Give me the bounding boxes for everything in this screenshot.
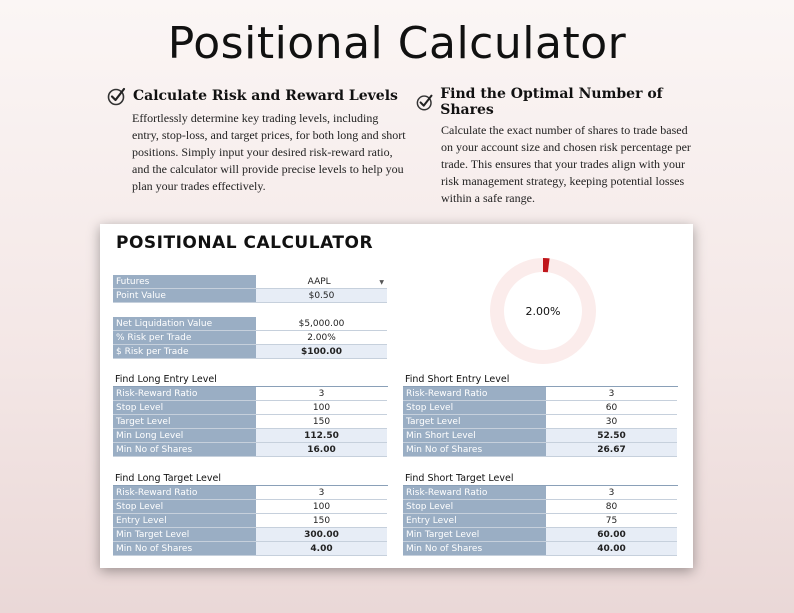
row-value[interactable]: 3 [546, 387, 677, 401]
row-label: Risk-Reward Ratio [113, 486, 256, 500]
table-row [113, 345, 387, 359]
long-entry-table [113, 387, 387, 457]
row-value: 300.00 [256, 528, 387, 542]
row-value[interactable]: 3 [546, 486, 677, 500]
spreadsheet-card [100, 224, 693, 568]
table-row [113, 486, 387, 500]
risk-percent-cell[interactable]: 2.00% [256, 331, 387, 345]
row-value[interactable]: 100 [256, 401, 387, 415]
dropdown-arrow-icon[interactable]: ▼ [379, 278, 384, 286]
row-label: Stop Level [113, 500, 256, 514]
row-value[interactable]: 100 [256, 500, 387, 514]
row-value[interactable]: 3 [256, 387, 387, 401]
row-value: 40.00 [546, 542, 677, 556]
section-title: Find Long Entry Level [115, 374, 217, 385]
row-label: Target Level [403, 415, 546, 429]
row-label: Entry Level [113, 514, 256, 528]
row-label: Min No of Shares [403, 542, 546, 556]
row-label: Min Target Level [113, 528, 256, 542]
table-row [403, 443, 677, 457]
table-row [113, 528, 387, 542]
row-label: Min No of Shares [113, 542, 256, 556]
table-row [403, 401, 677, 415]
checkmark-circle-icon [416, 92, 434, 112]
table-row [403, 500, 677, 514]
row-label: Min No of Shares [403, 443, 546, 457]
short-entry-table [403, 387, 677, 457]
row-label: Risk-Reward Ratio [403, 387, 546, 401]
row-value[interactable]: 80 [546, 500, 677, 514]
table-row [113, 514, 387, 528]
row-label: Min Short Level [403, 429, 546, 443]
feature-title: Calculate Risk and Reward Levels [133, 88, 398, 104]
section-title: Find Short Target Level [405, 473, 514, 484]
table-row [403, 486, 677, 500]
table-row [113, 401, 387, 415]
row-value: 16.00 [256, 443, 387, 457]
row-value: 4.00 [256, 542, 387, 556]
table-row [113, 317, 387, 331]
table-row [403, 528, 677, 542]
table-row [113, 387, 387, 401]
table-row [113, 500, 387, 514]
feature-title: Find the Optimal Number of Shares [440, 86, 663, 118]
row-label: Stop Level [403, 500, 546, 514]
feature-description: Effortlessly determine key trading levels, including entry, stop-loss, and target prices, for both long and short positions. Simply input your desired risk-reward ratio, and the calculator will provide precise levels to help you plan your trades effectively. [132, 111, 406, 193]
table-row [403, 542, 677, 556]
row-label: Min Long Level [113, 429, 256, 443]
futures-label: Futures [113, 275, 256, 289]
checkmark-circle-icon [107, 86, 127, 106]
row-value[interactable]: 150 [256, 415, 387, 429]
feature-risk-reward [107, 86, 407, 195]
row-label: Risk-Reward Ratio [113, 387, 256, 401]
table-row [113, 443, 387, 457]
risk-dollar-label: $ Risk per Trade [113, 345, 256, 359]
feature-optimal-shares [416, 86, 696, 207]
table-row [113, 331, 387, 345]
row-value: 52.50 [546, 429, 677, 443]
table-row [113, 289, 387, 303]
donut-label: 2.00% [525, 304, 561, 318]
row-value: 60.00 [546, 528, 677, 542]
row-value[interactable]: 60 [546, 401, 677, 415]
net-liquidation-cell[interactable]: $5,000.00 [256, 317, 387, 331]
row-label: Stop Level [403, 401, 546, 415]
table-row [403, 387, 677, 401]
row-label: Min Target Level [403, 528, 546, 542]
row-value[interactable]: 3 [256, 486, 387, 500]
risk-dollar-cell: $100.00 [256, 345, 387, 359]
section-title: Find Short Entry Level [405, 374, 510, 385]
net-liquidation-label: Net Liquidation Value [113, 317, 256, 331]
table-row [113, 415, 387, 429]
section-title: Find Long Target Level [115, 473, 221, 484]
short-target-table [403, 486, 677, 556]
feature-description: Calculate the exact number of shares to trade based on your account size and chosen risk percentage per trade. This ensures that your trades align with your risk management strategy, keeping potential losses within a safe range. [441, 123, 691, 205]
row-value[interactable]: 150 [256, 514, 387, 528]
row-label: Min No of Shares [113, 443, 256, 457]
long-target-table [113, 486, 387, 556]
row-value: 112.50 [256, 429, 387, 443]
row-value: 26.67 [546, 443, 677, 457]
table-row [403, 415, 677, 429]
table-row [403, 429, 677, 443]
table-row [403, 514, 677, 528]
row-label: Entry Level [403, 514, 546, 528]
row-label: Target Level [113, 415, 256, 429]
table-row [113, 275, 387, 289]
risk-percent-label: % Risk per Trade [113, 331, 256, 345]
row-label: Stop Level [113, 401, 256, 415]
row-value[interactable]: 30 [546, 415, 677, 429]
account-table [113, 317, 387, 359]
sheet-title: POSITIONAL CALCULATOR [116, 233, 374, 253]
instrument-table [113, 275, 387, 303]
row-value[interactable]: 75 [546, 514, 677, 528]
point-value-cell[interactable]: $0.50 [256, 289, 387, 303]
futures-value: AAPL [307, 276, 331, 287]
point-value-label: Point Value [113, 289, 256, 303]
futures-select[interactable] [256, 275, 387, 289]
page-title: Positional Calculator [167, 18, 627, 69]
table-row [113, 542, 387, 556]
table-row [113, 429, 387, 443]
row-label: Risk-Reward Ratio [403, 486, 546, 500]
